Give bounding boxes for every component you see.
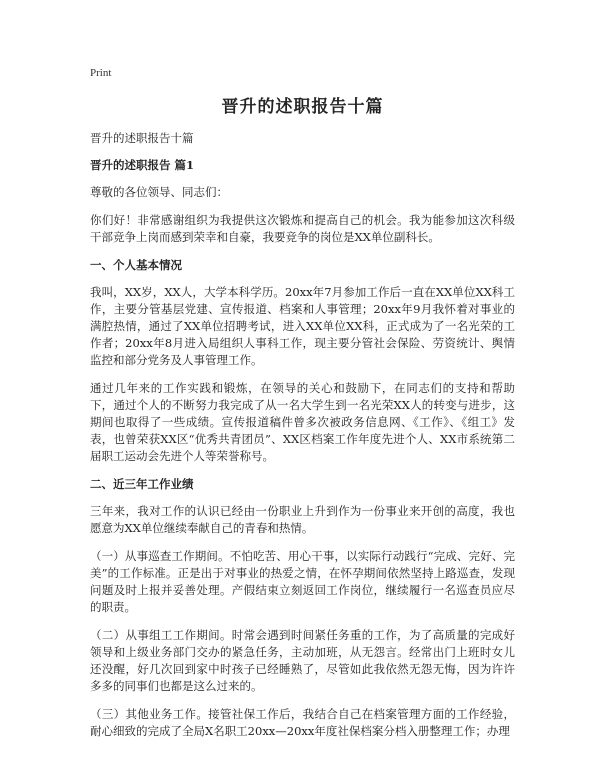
paragraph-personal-info: 我叫，XX岁，XX人，大学本科学历。20xx年7月参加工作后一直在XX单位XX科工作，主要分管基层党建、宣传报道、档案和人事管理；20xx年9月我怀着对事业的满腔热情，通过了XX单位招聘考试，进入XX单位XX科，正式成为了一名光荣的工作者；20xx年8月进入局组织人事科工作，现主要分管社会保险、劳资统计、舆情监控和部分党务及人事管理工作。 — [90, 285, 515, 367]
intro-paragraph: 你们好！非常感谢组织为我提供这次锻炼和提高自己的机会。我为能参加这次科级干部竞争上岗而感到荣幸和自豪，我要竞争的岗位是XX单位副科长。 — [90, 213, 515, 244]
paragraph-work-summary: 三年来，我对工作的认识已经由一份职业上升到作为一份事业来开创的高度，我也愿意为XX单位继续奉献自己的青春和热情。 — [90, 504, 515, 535]
greeting: 尊敬的各位领导、同志们： — [90, 185, 228, 199]
heading-personal-info: 一、个人基本情况 — [90, 258, 182, 272]
document-title: 晋升的述职报告十篇 — [221, 97, 384, 117]
paragraph-other-work: （三）其他业务工作。接管社保工作后，我结合自己在档案管理方面的工作经验，耐心细致的完成了全局X名职工20xx—20xx年度社保档案分档入册整理工作；办理 — [90, 707, 515, 738]
print-label[interactable]: Print — [90, 67, 112, 79]
document-subtitle: 晋升的述职报告十篇 — [90, 131, 194, 145]
heading-work-performance: 二、近三年工作业绩 — [90, 477, 194, 491]
paragraph-inspection-work: （一）从事巡查工作期间。不怕吃苦、用心干事，以实际行动践行“完成、完好、完美”的工作标准。正是出于对事业的热爱之情，在怀孕期间依然坚持上路巡查，发现问题及时上报并妥善处理。产假结束立刻返回工作岗位，继续履行一名巡查员应尽的职责。 — [90, 549, 515, 614]
paragraph-organization-work: （二）从事组工工作期间。时常会遇到时间紧任务重的工作，为了高质量的完成好领导和上级业务部门交办的紧急任务，主动加班，从无怨言。经常出门上班时女儿还没醒，好几次回到家中时孩子已经睡熟了，尽管如此我依然无怨无悔，因为许许多多的同事们也都是这么过来的。 — [90, 628, 515, 693]
paragraph-achievements: 通过几年来的工作实践和锻炼，在领导的关心和鼓励下，在同志们的支持和帮助下，通过个人的不断努力我完成了从一名大学生到一名光荣XX人的转变与进步，这期间也取得了一些成绩。宣传报道稿件曾多次被政务信息网、《工作》、《组工》发表，也曾荣获XX区“优秀共青团员”、XX区档案工作年度先进个人、XX市系统第二届职工运动会先进个人等荣誉称号。 — [90, 381, 515, 463]
section-title: 晋升的述职报告 篇1 — [90, 158, 195, 172]
document-page — [90, 66, 515, 751]
